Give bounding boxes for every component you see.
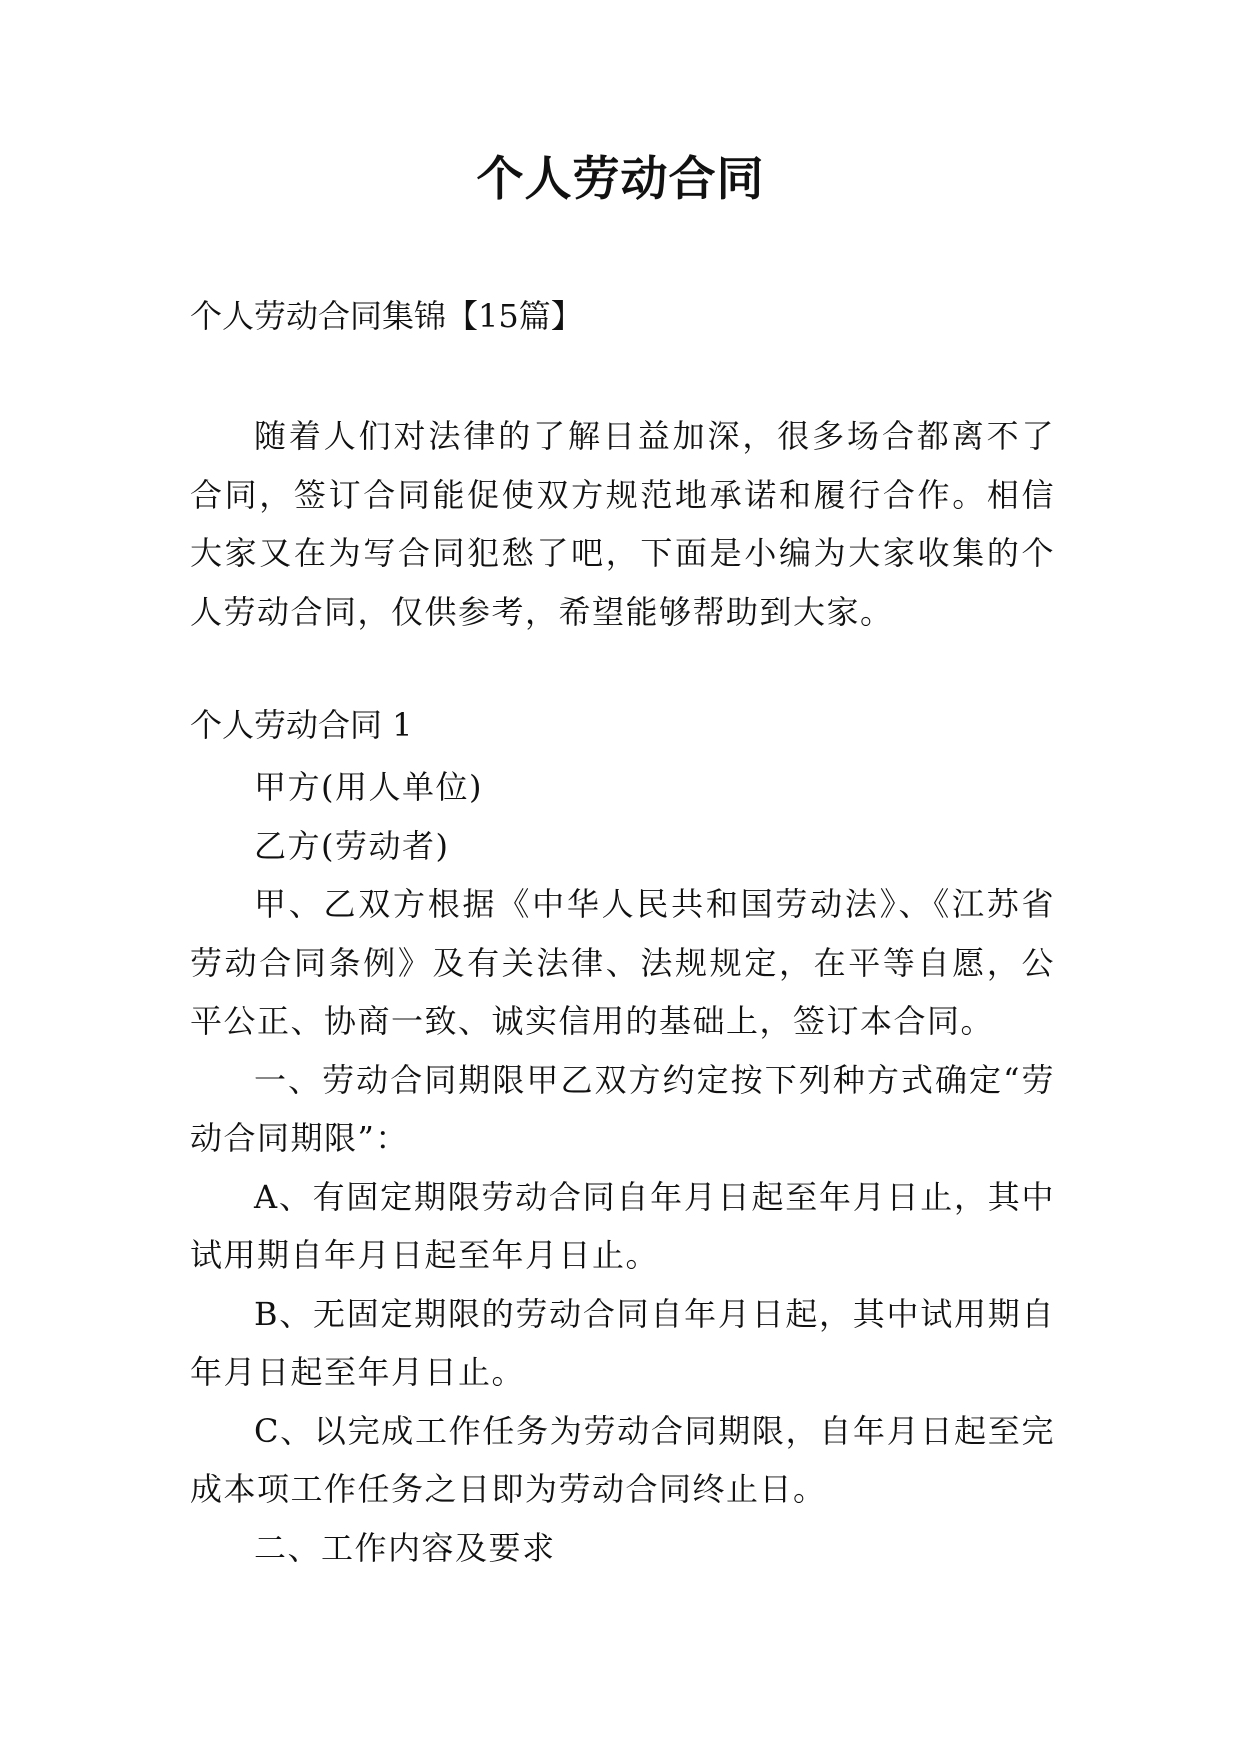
document-subtitle: 个人劳动合同集锦【15篇】 [190, 297, 583, 335]
contract-body [190, 758, 1055, 1577]
clause-work-content-heading: 二、工作内容及要求 [254, 1528, 556, 1567]
legal-basis-paragraph: 甲、乙双方根据《中华人民共和国劳动法》、《江苏省劳动合同条例》及有关法律、法规规定，在平等自愿，公平公正、协商一致、诚实信用的基础上，签订本合同。 [190, 885, 1055, 1040]
document-title: 个人劳动合同 [476, 152, 765, 207]
clause-option-c: C、以完成工作任务为劳动合同期限，自年月日起至完成本项工作任务之日即为劳动合同终止日。 [190, 1411, 1055, 1508]
clause-option-b: B、无固定期限的劳动合同自年月日起，其中试用期自年月日起至年月日止。 [190, 1294, 1055, 1391]
clause-term-heading: 一、劳动合同期限甲乙双方约定按下列种方式确定“劳动合同期限”： [190, 1060, 1055, 1157]
party-a-line: 甲方(用人单位) [254, 768, 483, 806]
clause-option-a: A、有固定期限劳动合同自年月日起至年月日止，其中试用期自年月日起至年月日止。 [190, 1177, 1055, 1274]
section-heading: 个人劳动合同 1 [190, 706, 413, 744]
party-b-line: 乙方(劳动者) [254, 826, 450, 865]
intro-paragraph: 随着人们对法律的了解日益加深，很多场合都离不了合同，签订合同能促使双方规范地承诺和履行合作。相信大家又在为写合同犯愁了吧，下面是小编为大家收集的个人劳动合同，仅供参考，希望能够帮助到大家。 [190, 417, 1055, 631]
